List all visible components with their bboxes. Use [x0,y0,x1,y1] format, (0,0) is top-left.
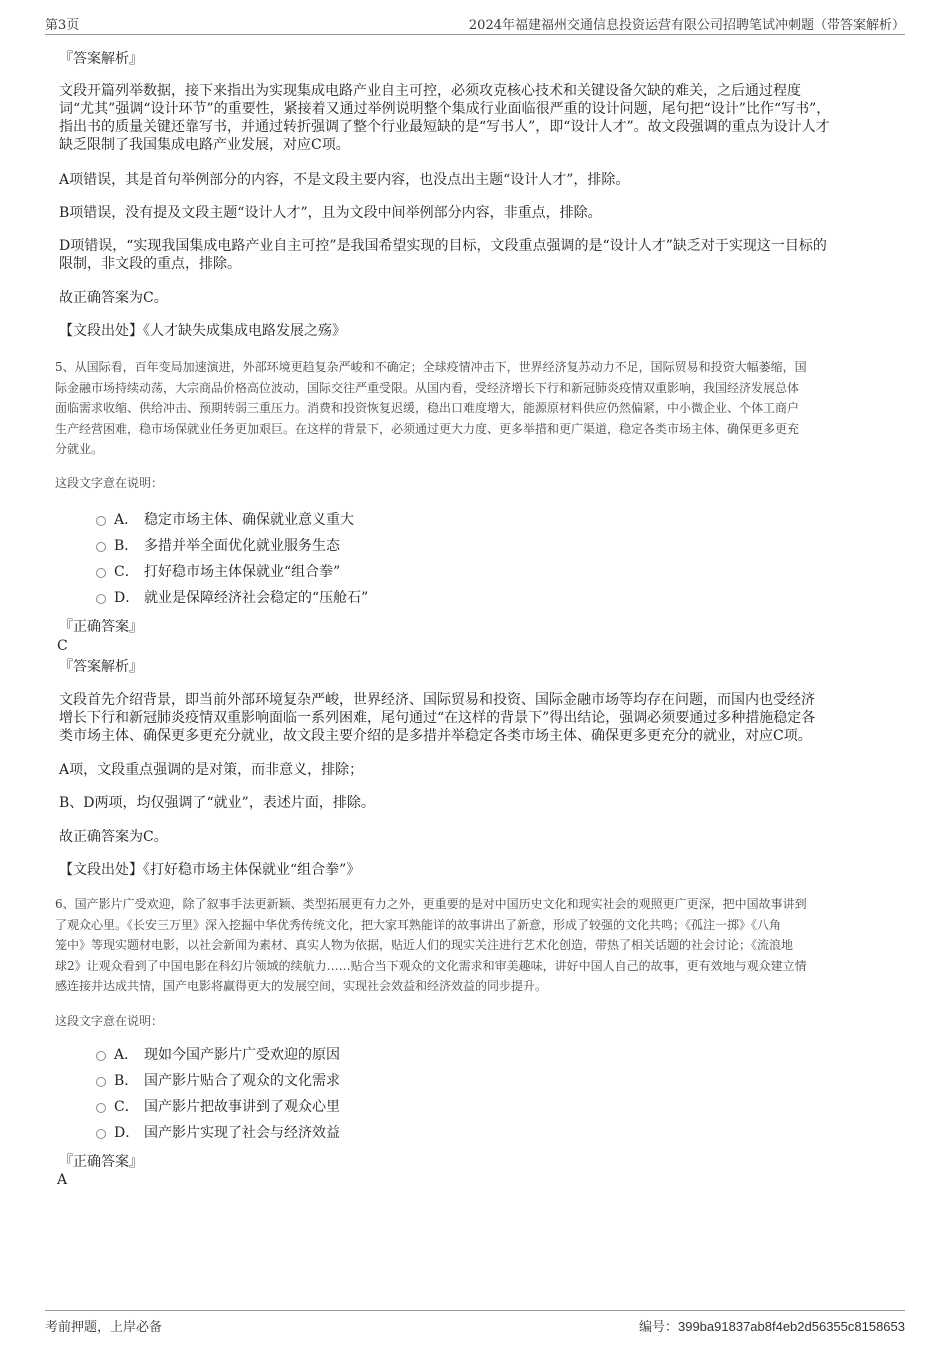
radio-icon[interactable] [96,542,106,552]
option-text: 多措并举全面优化就业服务生态 [144,538,340,554]
question-5-stem: 面临需求收缩、供给冲击、预期转弱三重压力。消费和投资恢复迟缓，稳出口难度增大，能源原材料供应仍然偏紧，中小微企业、个体工商户 [55,401,800,415]
radio-icon[interactable] [96,1129,106,1139]
correct-answer: C [57,638,68,654]
option-key: B． [114,538,139,554]
question-5-stem: 际金融市场持续动荡，大宗商品价格高位波动，国际交往严重受限。从国内看，受经济增长下行和新冠肺炎疫情双重影响，我国经济发展总体 [55,380,800,395]
serial-number [639,1316,905,1335]
question-5-prompt: 这段文字意在说明： [55,476,164,490]
analysis-line: 词“尤其”强调“设计环节”的重要性，紧接着又通过举例说明整个集成行业面临很严重的设计问题，尾句把“设计”比作“写书”， [59,101,831,117]
analysis-line: 文段首先介绍背景，即当前外部环境复杂严峻，世界经济、国际贸易和投资、国际金融市场等均存在问题，而国内也受经济 [59,692,815,708]
question-6-prompt: 这段文字意在说明： [55,1014,164,1028]
option-a-explanation: A项错误，其是首句举例部分的内容，不是文段主要内容，也没点出主题“设计人才”，排除。 [59,172,630,188]
analysis-line: 增长下行和新冠肺炎疫情双重影响面临一系列困难，尾句通过“在这样的背景下”得出结论，强调必须要通过多种措施稳定各 [59,710,816,726]
radio-icon[interactable] [96,516,106,526]
question-5-option-b[interactable] [96,536,340,556]
analysis-line: 类市场主体、确保更多更充分就业，故文段主要介绍的是多措并举稳定各类市场主体、确保更多更充分的就业，对应C项。 [59,728,812,744]
analysis-line: 缺乏限制了我国集成电路产业发展，对应C项。 [59,137,350,153]
question-6-option-a[interactable] [96,1045,340,1065]
question-6-stem: 笼中》等现实题材电影，以社会新闻为素材、真实人物为依据，贴近人们的现实关注进行艺术化创造，带热了相关话题的社会讨论；《流浪地 [55,938,794,952]
option-key: C． [114,1099,139,1115]
question-6-stem: 感连接并达成共情，国产电影将赢得更大的发展空间，实现社会效益和经济效益的同步提升。 [55,979,548,993]
question-5-stem: 生产经营困难，稳市场保就业任务更加艰巨。在这样的背景下，必须通过更大力度、更多举措和更广渠道，稳定各类市场主体、确保更多更充 [55,421,800,436]
radio-icon[interactable] [96,568,106,578]
option-text: 国产影片贴合了观众的文化需求 [144,1073,340,1089]
question-6-stem: 了观众心里。《长安三万里》深入挖掘中华优秀传统文化，把大家耳熟能详的故事讲出了新意，形成了较强的文化共鸣；《孤注一掷》《八角 [55,917,782,932]
radio-icon[interactable] [96,1077,106,1087]
conclusion: 故正确答案为C。 [59,290,168,306]
correct-answer-heading: 『正确答案』 [59,619,143,635]
option-key: D． [114,1125,140,1141]
correct-answer: A [57,1172,68,1188]
question-5-option-d[interactable] [96,588,368,608]
document-title: 2024年福建福州交通信息投资运营有限公司招聘笔试冲刺题（带答案解析） [468,18,905,33]
question-5-option-c[interactable] [96,562,340,582]
question-6-option-d[interactable] [96,1123,340,1143]
option-key: C． [114,564,139,580]
source-citation: 【文段出处】《打好稳市场主体保就业“组合拳”》 [59,862,361,878]
option-key: B． [114,1073,139,1089]
option-text: 国产影片实现了社会与经济效益 [144,1125,340,1141]
analysis-line: 指出书的质量关键还靠写书，并通过转折强调了整个行业最短缺的是“写书人”，即“设计人才”。故文段强调的重点为设计人才 [59,119,830,135]
question-6-option-c[interactable] [96,1097,340,1117]
option-text: 现如今国产影片广受欢迎的原因 [144,1047,340,1063]
option-text: 国产影片把故事讲到了观众心里 [144,1099,340,1115]
source-citation: 【文段出处】《人才缺失成集成电路发展之殇》 [59,323,346,339]
option-key: D． [114,590,140,606]
radio-icon[interactable] [96,1051,106,1061]
correct-answer-heading: 『正确答案』 [59,1154,143,1170]
serial-code: 399ba91837ab8f4eb2d56355c8158653 [677,1319,905,1334]
conclusion: 故正确答案为C。 [59,829,168,845]
answer-analysis-heading: 『答案解析』 [59,659,143,675]
question-6-stem: 6、国产影片广受欢迎，除了叙事手法更新颖、类型拓展更有力之外，更重要的是对中国历史文化和现实社会的观照更广更深，把中国故事讲到 [55,897,807,911]
question-5-option-a[interactable] [96,510,354,530]
option-d-explanation: D项错误，“实现我国集成电路产业自主可控”是我国希望实现的目标，文段重点强调的是“设计人才”缺乏对于实现这一目标的 [59,238,827,254]
option-text: 就业是保障经济社会稳定的“压舱石” [144,590,369,606]
option-text: 稳定市场主体、确保就业意义重大 [144,512,354,528]
option-a-explanation: A项，文段重点强调的是对策，而非意义，排除； [59,762,364,778]
option-key: A． [114,512,139,528]
answer-analysis-heading: 『答案解析』 [59,51,143,67]
option-text: 打好稳市场主体保就业“组合拳” [144,564,341,580]
option-bd-explanation: B、D两项，均仅强调了“就业”，表述片面，排除。 [59,795,375,811]
question-5-stem: 分就业。 [55,442,104,456]
serial-label: 编号： [638,1320,678,1335]
question-5-stem: 5、从国际看，百年变局加速演进，外部环境更趋复杂严峻和不确定；全球疫情冲击下，世界经济复苏动力不足，国际贸易和投资大幅萎缩，国 [55,360,807,374]
page-footer [45,1310,905,1335]
radio-icon[interactable] [96,594,106,604]
radio-icon[interactable] [96,1103,106,1113]
option-key: A． [114,1047,139,1063]
option-d-explanation: 限制，非文段的重点，排除。 [59,256,241,272]
page-number: 第3页 [45,18,80,33]
footer-slogan: 考前押题，上岸必备 [45,1320,163,1335]
question-6-option-b[interactable] [96,1071,340,1091]
page-header [45,14,905,35]
option-b-explanation: B项错误，没有提及文段主题“设计人才”，且为文段中间举例部分内容，非重点，排除。 [59,205,602,221]
analysis-line: 文段开篇列举数据，接下来指出为实现集成电路产业自主可控，必须攻克核心技术和关键设备欠缺的难关，之后通过程度 [59,83,801,99]
question-6-stem: 球2》让观众看到了中国电影在科幻片领域的续航力……贴合当下观众的文化需求和审美趣味，讲好中国人自己的故事，更有效地与观众建立情 [55,958,807,973]
